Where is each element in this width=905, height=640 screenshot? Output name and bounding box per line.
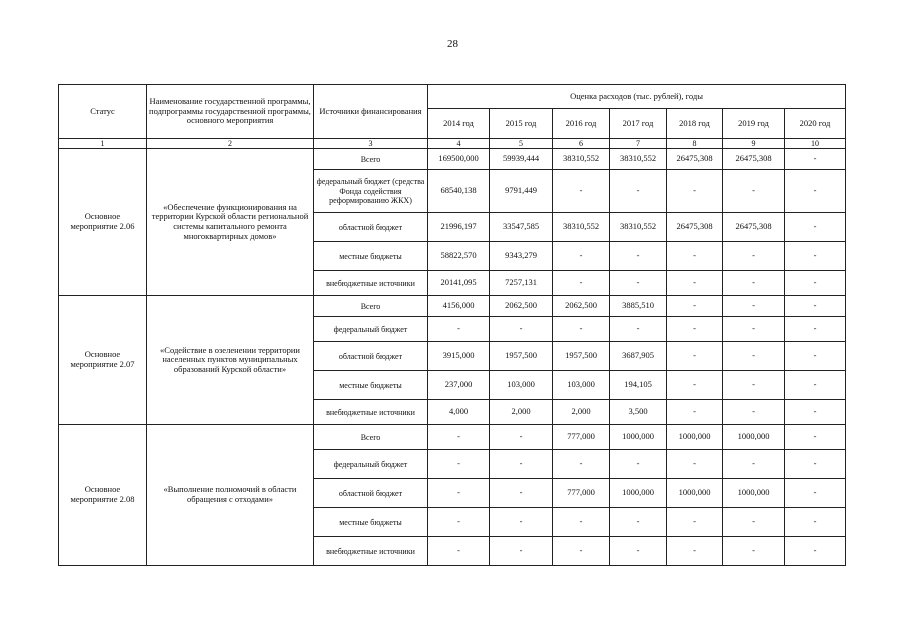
expense-value: -: [553, 508, 610, 537]
expense-value: 3885,510: [610, 296, 667, 317]
expense-value: 2062,500: [490, 296, 553, 317]
expense-value: -: [723, 296, 785, 317]
expense-value: -: [667, 317, 723, 342]
expense-value: 1957,500: [490, 342, 553, 371]
expense-value: 9791,449: [490, 170, 553, 213]
expense-value: -: [428, 508, 490, 537]
expense-value: 1000,000: [610, 479, 667, 508]
expense-value: 38310,552: [610, 149, 667, 170]
expense-value: 2062,500: [553, 296, 610, 317]
expense-value: -: [667, 537, 723, 566]
expense-value: 4,000: [428, 400, 490, 425]
expense-value: -: [785, 371, 846, 400]
column-number: 2: [147, 139, 314, 149]
expense-value: 38310,552: [553, 213, 610, 242]
expense-value: -: [785, 213, 846, 242]
funding-source: областной бюджет: [314, 479, 428, 508]
expense-value: 21996,197: [428, 213, 490, 242]
expense-value: -: [428, 425, 490, 450]
section-name: «Содействие в озеленении территории населенных пунктов муниципальных образований Курской области»: [147, 296, 314, 425]
expense-value: 103,000: [553, 371, 610, 400]
expense-value: -: [785, 508, 846, 537]
expense-value: 2,000: [553, 400, 610, 425]
expense-value: -: [490, 425, 553, 450]
expense-value: -: [785, 479, 846, 508]
expense-value: 1000,000: [667, 479, 723, 508]
expense-value: -: [723, 450, 785, 479]
expense-value: -: [553, 317, 610, 342]
funding-source: федеральный бюджет: [314, 450, 428, 479]
expense-value: -: [723, 400, 785, 425]
expense-value: -: [723, 242, 785, 271]
expense-value: -: [667, 271, 723, 296]
column-number: 8: [667, 139, 723, 149]
expense-value: 26475,308: [723, 213, 785, 242]
expense-value: 59939,444: [490, 149, 553, 170]
funding-source: Всего: [314, 425, 428, 450]
expense-value: -: [428, 450, 490, 479]
expense-value: -: [428, 479, 490, 508]
expense-value: -: [785, 425, 846, 450]
section-status: Основное мероприятие 2.06: [59, 149, 147, 296]
expense-value: -: [667, 342, 723, 371]
funding-source: Всего: [314, 149, 428, 170]
expense-value: 38310,552: [610, 213, 667, 242]
expense-value: 194,105: [610, 371, 667, 400]
expense-value: -: [553, 242, 610, 271]
expense-value: 7257,131: [490, 271, 553, 296]
funding-source: Всего: [314, 296, 428, 317]
section-name: «Обеспечение функционирования на территории Курской области региональной системы капитального ремонта многоквартирных домов»: [147, 149, 314, 296]
column-number: 3: [314, 139, 428, 149]
section-status: Основное мероприятие 2.07: [59, 296, 147, 425]
expense-value: 1000,000: [667, 425, 723, 450]
expense-value: 26475,308: [723, 149, 785, 170]
expense-value: 1957,500: [553, 342, 610, 371]
budget-table: [58, 84, 846, 566]
header-sources: Источники финансирования: [314, 85, 428, 139]
funding-source: внебюджетные источники: [314, 537, 428, 566]
table-body: [59, 149, 846, 566]
header-estimate: Оценка расходов (тыс. рублей), годы: [428, 85, 846, 109]
column-number: 4: [428, 139, 490, 149]
header-year: 2016 год: [553, 109, 610, 139]
expense-value: 237,000: [428, 371, 490, 400]
expense-value: -: [667, 371, 723, 400]
table-row: [59, 425, 846, 450]
funding-source: областной бюджет: [314, 213, 428, 242]
expense-value: -: [553, 170, 610, 213]
expense-value: -: [785, 450, 846, 479]
header-year: 2014 год: [428, 109, 490, 139]
expense-value: -: [667, 170, 723, 213]
expense-value: 169500,000: [428, 149, 490, 170]
expense-value: -: [785, 271, 846, 296]
expense-value: -: [667, 508, 723, 537]
column-number: 6: [553, 139, 610, 149]
funding-source: местные бюджеты: [314, 508, 428, 537]
expense-value: -: [553, 450, 610, 479]
expense-value: -: [610, 170, 667, 213]
expense-value: 3,500: [610, 400, 667, 425]
expense-value: -: [490, 450, 553, 479]
expense-value: -: [553, 537, 610, 566]
header-year: 2020 год: [785, 109, 846, 139]
column-number: 1: [59, 139, 147, 149]
expense-value: -: [723, 537, 785, 566]
table-row: [59, 296, 846, 317]
expense-value: -: [785, 342, 846, 371]
expense-value: 2,000: [490, 400, 553, 425]
expense-value: -: [723, 508, 785, 537]
expense-value: -: [490, 317, 553, 342]
expense-value: 1000,000: [610, 425, 667, 450]
expense-value: -: [723, 317, 785, 342]
funding-source: федеральный бюджет (средства Фонда содействия реформированию ЖКХ): [314, 170, 428, 213]
header-year: 2018 год: [667, 109, 723, 139]
funding-source: местные бюджеты: [314, 242, 428, 271]
expense-value: 20141,095: [428, 271, 490, 296]
expense-value: -: [667, 242, 723, 271]
header-year: 2015 год: [490, 109, 553, 139]
expense-value: -: [490, 479, 553, 508]
expense-value: -: [785, 149, 846, 170]
expense-value: -: [553, 271, 610, 296]
expense-value: 26475,308: [667, 149, 723, 170]
expense-value: 777,000: [553, 425, 610, 450]
expense-value: 103,000: [490, 371, 553, 400]
expense-value: -: [610, 450, 667, 479]
expense-value: -: [610, 317, 667, 342]
expense-value: -: [610, 271, 667, 296]
table-row: [59, 149, 846, 170]
expense-value: -: [490, 508, 553, 537]
column-number: 9: [723, 139, 785, 149]
funding-source: областной бюджет: [314, 342, 428, 371]
expense-value: -: [785, 242, 846, 271]
column-number: 7: [610, 139, 667, 149]
header-program-name: Наименование государственной программы, подпрограммы государственной программы, основного мероприятия: [147, 85, 314, 139]
expense-value: -: [785, 170, 846, 213]
column-number: 5: [490, 139, 553, 149]
expense-value: 33547,585: [490, 213, 553, 242]
expense-value: 9343,279: [490, 242, 553, 271]
expense-value: 3915,000: [428, 342, 490, 371]
expense-value: -: [667, 296, 723, 317]
column-number: 10: [785, 139, 846, 149]
funding-source: федеральный бюджет: [314, 317, 428, 342]
section-status: Основное мероприятие 2.08: [59, 425, 147, 566]
expense-value: 26475,308: [667, 213, 723, 242]
expense-value: 68540,138: [428, 170, 490, 213]
funding-source: местные бюджеты: [314, 371, 428, 400]
funding-source: внебюджетные источники: [314, 400, 428, 425]
funding-source: внебюджетные источники: [314, 271, 428, 296]
expense-value: 1000,000: [723, 425, 785, 450]
expense-value: -: [667, 400, 723, 425]
expense-value: -: [723, 271, 785, 296]
expense-value: 777,000: [553, 479, 610, 508]
expense-value: -: [785, 400, 846, 425]
section-name: «Выполнение полномочий в области обращения с отходами»: [147, 425, 314, 566]
expense-value: -: [723, 371, 785, 400]
expense-value: -: [785, 537, 846, 566]
expense-value: -: [785, 296, 846, 317]
expense-value: -: [428, 537, 490, 566]
expense-value: -: [667, 450, 723, 479]
expense-value: -: [785, 317, 846, 342]
header-year: 2017 год: [610, 109, 667, 139]
header-year: 2019 год: [723, 109, 785, 139]
expense-value: -: [723, 170, 785, 213]
expense-value: 4156,000: [428, 296, 490, 317]
expense-value: -: [610, 242, 667, 271]
header-status: Статус: [59, 85, 147, 139]
expense-value: -: [610, 537, 667, 566]
expense-value: 3687,905: [610, 342, 667, 371]
expense-value: -: [428, 317, 490, 342]
expense-value: 58822,570: [428, 242, 490, 271]
expense-value: 1000,000: [723, 479, 785, 508]
expense-value: 38310,552: [553, 149, 610, 170]
expense-value: -: [610, 508, 667, 537]
page-number: 28: [447, 38, 458, 50]
expense-value: -: [490, 537, 553, 566]
expense-value: -: [723, 342, 785, 371]
